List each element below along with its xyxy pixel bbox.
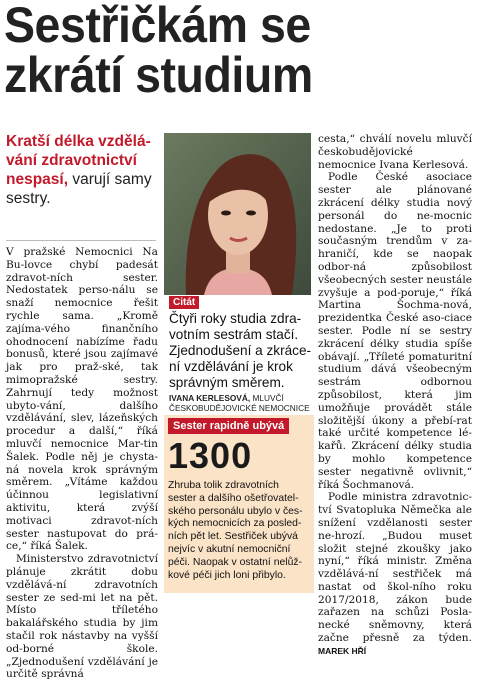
article-paragraph: Ministerstvo zdravotnictví plánuje zkrátit dobu vzdělává-ní zdravotních sester ze sed-mi let na pět. Místo tříletého bakalářského studia by jim stačil rok nástavby na vyšší od-borné škole. „Zjednodušení vzdělávání je určitě správná — [6, 553, 158, 681]
article-paragraph: V pražské Nemocnici Na Bu-lovce chybí padesát zdravot-ních sester. Nedostatek perso-nálu se snaží nemocnice řešit rychle sama. „Kromě zajíma-vého finančního ohodnocení nabízíme řadu bonusů, které jsou zajímavé jak pro praž-ské, tak mimopražské sestry. Zahrnují tedy možnost ubyto-vání, dalšího vzdělávání, slev, lázeňských procedur a další,“ říká mluvčí nemocnice Mar-tin Šalek. Podle něj je chysta-ná novela krok správným směrem. „Vítáme každou účinnou legislativní aktivitu, která zvýší motivaci zdravot-ních sester nastupovat do prá-ce,“ říká Šalek. — [6, 246, 158, 553]
headline-line-1: Sestřičkám se — [4, 0, 311, 53]
portrait-photo-icon — [164, 133, 311, 295]
stat-number: 1300 — [168, 435, 253, 476]
stat-text: Zhruba tolik zdravotních sester a dalšího ošetřovatel-ského personálu ubylo v čes-kých nemocnicích za posled-ních pět let. Sestřiček ubývá nejvíc v akutní nemocniční péči. Naopak v ostatní nelůž-kové péči jich loni přibylo. — [168, 480, 303, 581]
lead-rest: varují samy sestry. — [6, 171, 152, 207]
headline — [4, 0, 441, 103]
lead-divider — [6, 240, 156, 241]
portrait-photo — [164, 133, 311, 295]
lead-highlight: Kratší délka vzdělá-vání zdravotnictví nespasí, — [6, 133, 151, 188]
quote-author-name: IVANA KERLESOVÁ, — [169, 393, 251, 403]
article-column-3 — [318, 133, 472, 658]
article-paragraph-text: Podle ministra zdravotnic-tví Svatopluka Němečka ale snížení vzdělanosti sester ne-hrozí. „Budou muset složit stejné zkoušky jako nyní,“ říká ministr. Změna vzdělává-ní sestřiček má nastat od škol-ního roku 2017/2018, zákon bude zařazen na schůzi Posla-necké sněmovny, která začne přesně za týden. — [318, 491, 472, 645]
quote-text: Čtyři roky studia zdra-votním sestrám stačí. Zjednodušení a zkráce-ní vzdělávání je krok správným směrem. — [169, 311, 312, 390]
stat-title: Sester rapidně ubývá — [168, 418, 289, 434]
article-paragraph: Podle České asociace sester ale plánované zkrácení délky studia nový personál do ne-mocnic nedostane. „Je to proti současným trendům v za-hraničí, kde se naopak odbor-ná způsobilost všeobecných sester neustále zvyšuje a pod-poruje,“ říká Martina Šochma-nová, prezidentka České aso-ciace sester. Podle ní se sestry zkrácení délky studia spíše obávají. „Tříleté pomaturitní studium dává všeobecným sestrám odbornou způsobilost, která jim umožňuje provádět stále složitější úkony a přebí-rat také určité kompetence lé-kařů. Zkrácení délky studia by mohlo kompetence sester negativně ovlivnit,“ říká Šochmanová. — [318, 171, 472, 491]
quote-author-role: MLUVČÍ ČESKOBUDĚJOVICKÉ NEMOCNICE — [169, 393, 310, 413]
headline-line-2: zkrátí studium — [4, 47, 313, 103]
article-paragraph — [318, 491, 472, 657]
byline: MAREK HŘÍ — [318, 645, 367, 656]
quote-author — [169, 393, 315, 413]
article-paragraph: cesta,“ chválí novelu mluvčí českobudějovické nemocnice Ivana Kerlesová. — [318, 133, 472, 171]
quote-tag: Citát — [169, 296, 199, 309]
lead-paragraph — [6, 132, 156, 208]
article-column-1 — [6, 246, 158, 681]
